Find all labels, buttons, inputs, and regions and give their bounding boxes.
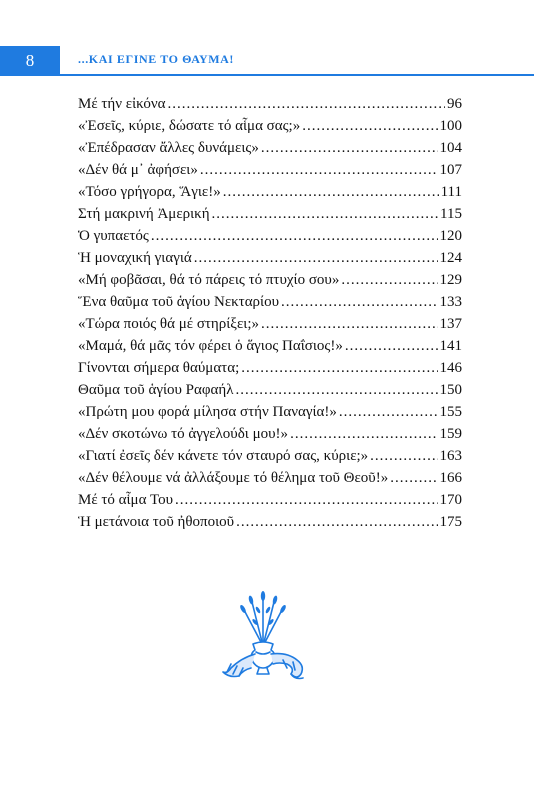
toc-entry-page-number: 133 <box>439 294 462 310</box>
toc-entry <box>78 423 462 445</box>
toc-dot-leader <box>168 93 446 115</box>
toc-entry <box>78 181 462 203</box>
toc-dot-leader <box>223 181 439 203</box>
toc-entry-page-number: 170 <box>439 492 462 508</box>
toc-entry-page-number: 111 <box>440 184 462 200</box>
toc-dot-leader <box>241 357 437 379</box>
toc-entry <box>78 159 462 181</box>
toc-dot-leader <box>175 489 438 511</box>
toc-entry-title: «Τώρα ποιός θά μέ στηρίξει;» <box>78 316 259 332</box>
toc-entry-title: Γίνονται σήμερα θαύματα; <box>78 360 240 376</box>
toc-entry <box>78 313 462 335</box>
toc-dot-leader <box>302 115 437 137</box>
toc-dot-leader <box>151 225 438 247</box>
toc-dot-leader <box>236 379 438 401</box>
toc-entry-page-number: 124 <box>439 250 462 266</box>
toc-dot-leader <box>212 203 439 225</box>
toc-entry-title: «Ἐπέδρασαν ἄλλες δυνάμεις» <box>78 140 259 156</box>
toc-entry <box>78 137 462 159</box>
toc-entry-title: «Δέν θέλουμε νά ἀλλάξουμε τό θέλημα τοῦ Θεοῦ!» <box>78 470 389 486</box>
toc-entry-page-number: 141 <box>439 338 462 354</box>
toc-entry-page-number: 175 <box>439 514 462 530</box>
header-rule <box>60 74 534 76</box>
toc-entry-page-number: 107 <box>439 162 462 178</box>
page-number: 8 <box>0 46 60 76</box>
toc-dot-leader <box>339 401 438 423</box>
toc-dot-leader <box>194 247 438 269</box>
toc-entry <box>78 93 462 115</box>
toc-dot-leader <box>261 137 438 159</box>
toc-entry-page-number: 159 <box>439 426 462 442</box>
toc-entry-title: Ἕνα θαῦμα τοῦ ἁγίου Νεκταρίου <box>78 294 280 310</box>
toc-entry <box>78 115 462 137</box>
toc-entry <box>78 489 462 511</box>
toc-entry-title: «Πρώτη μου φορά μίλησα στήν Παναγία!» <box>78 404 337 420</box>
table-of-contents <box>78 93 462 533</box>
toc-entry-title: «Γιατί ἐσεῖς δέν κάνετε τόν σταυρό σας, κύριε;» <box>78 448 369 464</box>
toc-dot-leader <box>370 445 437 467</box>
toc-entry <box>78 445 462 467</box>
toc-entry-page-number: 137 <box>439 316 462 332</box>
toc-entry-title: Θαῦμα τοῦ ἁγίου Ραφαήλ <box>78 382 234 398</box>
vase-ornament-icon <box>213 588 313 684</box>
toc-dot-leader <box>281 291 437 313</box>
toc-entry-title: «Τόσο γρήγορα, Ἅγιε!» <box>78 184 221 200</box>
toc-entry <box>78 357 462 379</box>
toc-entry-title: Ἡ μετάνοια τοῦ ἠθοποιοῦ <box>78 514 235 530</box>
toc-entry <box>78 269 462 291</box>
toc-dot-leader <box>290 423 437 445</box>
toc-entry-title: Ἡ μοναχική γιαγιά <box>78 250 192 266</box>
toc-entry-page-number: 150 <box>439 382 462 398</box>
toc-entry-page-number: 100 <box>439 118 462 134</box>
toc-entry-page-number: 155 <box>439 404 462 420</box>
toc-entry <box>78 203 462 225</box>
toc-entry-page-number: 104 <box>439 140 462 156</box>
toc-entry-title: Ὁ γυπαετός <box>78 228 149 244</box>
toc-entry-page-number: 166 <box>439 470 462 486</box>
toc-entry-page-number: 146 <box>439 360 462 376</box>
toc-entry <box>78 379 462 401</box>
toc-entry-title: Μέ τό αἷμα Του <box>78 492 173 508</box>
toc-entry-page-number: 96 <box>447 96 462 112</box>
toc-entry-page-number: 129 <box>439 272 462 288</box>
toc-dot-leader <box>390 467 437 489</box>
toc-entry <box>78 511 462 533</box>
toc-entry-title: Στή μακρινή Ἀμερική <box>78 206 210 222</box>
toc-entry <box>78 467 462 489</box>
toc-entry-title: «Δέν θά μ᾿ ἀφήσει» <box>78 162 198 178</box>
toc-entry <box>78 225 462 247</box>
toc-entry-title: «Ἐσεῖς, κύριε, δώσατε τό αἷμα σας;» <box>78 118 301 134</box>
toc-entry <box>78 401 462 423</box>
toc-entry <box>78 335 462 357</box>
running-title: ...ΚΑΙ ΕΓΙΝΕ ΤΟ ΘΑΥΜΑ! <box>78 52 234 66</box>
toc-entry-title: Μέ τήν εἰκόνα <box>78 96 166 112</box>
toc-entry-page-number: 115 <box>440 206 462 222</box>
toc-entry <box>78 291 462 313</box>
toc-dot-leader <box>236 511 437 533</box>
toc-entry-title: «Μαμά, θά μᾶς τόν φέρει ὁ ἅγιος Παΐσιος!» <box>78 338 343 354</box>
toc-dot-leader <box>261 313 438 335</box>
toc-dot-leader <box>200 159 438 181</box>
toc-entry-page-number: 120 <box>439 228 462 244</box>
toc-entry-title: «Μή φοβᾶσαι, θά τό πάρεις τό πτυχίο σου» <box>78 272 340 288</box>
toc-entry <box>78 247 462 269</box>
toc-dot-leader <box>341 269 437 291</box>
toc-entry-page-number: 163 <box>439 448 462 464</box>
toc-entry-title: «Δέν σκοτώνω τό ἀγγελούδι μου!» <box>78 426 289 442</box>
toc-dot-leader <box>345 335 438 357</box>
